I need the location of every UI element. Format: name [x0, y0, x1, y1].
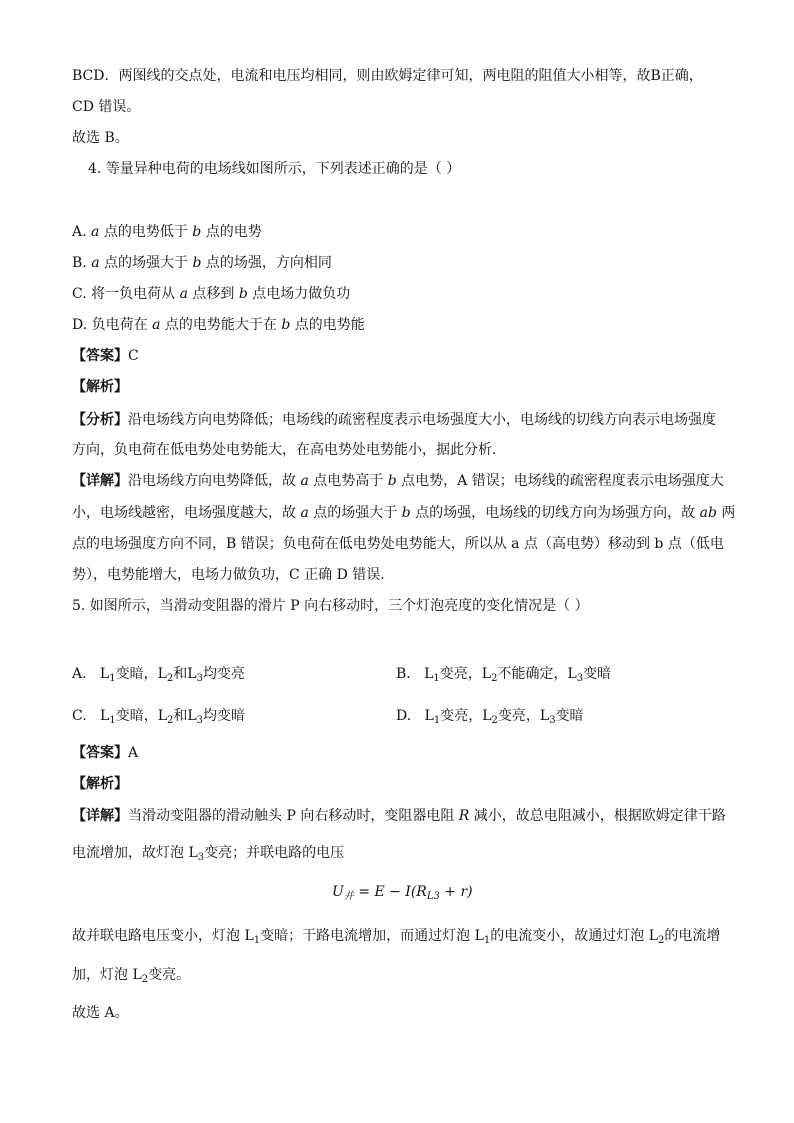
q3-text-line-1: BCD．两图线的交点处，电流和电压均相同，则由欧姆定律可知，两电阻的阻值大小相等，故B正确，	[72, 68, 703, 84]
q5-detail-line-3: 故并联电路电压变小，灯泡 $L_1$变暗；干路电流增加，而通过灯泡 $L_1$的电流变小，故通过灯泡 $L_2$的电流增	[72, 928, 721, 946]
q4-detail-line-4: 势），电势能增大，电场力做负功，C 正确 D 错误．	[72, 567, 395, 583]
q4-detail-line-1: 【详解】沿电场线方向电势降低，故 a 点电势高于 b 点电势，A 错误；电场线的疏密程度表示电场强度大	[72, 473, 724, 489]
q4-answer: 【答案】C	[72, 348, 139, 364]
q5-stem: 5. 如图所示，当滑动变阻器的滑片 P 向右移动时，三个灯泡亮度的变化情况是（ ）	[72, 598, 589, 614]
q4-fenxi-line-1: 【分析】沿电场线方向电势降低；电场线的疏密程度表示电场强度大小，电场线的切线方向表示电场强度	[72, 412, 716, 428]
q5-option-a: A. $L_1$变暗，$L_2$和$L_3$均变亮	[72, 666, 245, 684]
q5-detail-line-2: 电流增加，故灯泡 $L_3$变亮；并联电路的电压	[72, 845, 345, 863]
q5-answer: 【答案】A	[72, 745, 139, 761]
q4-detail-line-3: 点的电场强度方向不同，B 错误；负电荷在低电势处电势能大，所以从 a 点（高电势）移动到 b 点（低电	[72, 536, 724, 552]
q3-conclusion: 故选 B。	[72, 130, 129, 146]
q4-option-d: D. 负电荷在 a 点的电势能大于在 b 点的电势能	[72, 317, 365, 333]
q4-option-c: C. 将一负电荷从 a 点移到 b 点电场力做负功	[72, 286, 351, 302]
q4-stem: 4. 等量异种电荷的电场线如图所示，下列表述正确的是（ ）	[88, 161, 461, 177]
q4-fenxi-line-2: 方向，负电荷在低电势处电势能大，在高电势处电势能小，据此分析．	[72, 442, 506, 458]
q4-option-a: A. a 点的电势低于 b 点的电势	[72, 224, 262, 240]
q5-analysis-heading: 【解析】	[72, 776, 128, 792]
q5-option-b: B. $L_1$变亮，$L_2$不能确定，$L_3$变暗	[396, 666, 612, 684]
q4-option-b: B. a 点的场强大于 b 点的场强，方向相同	[72, 255, 332, 271]
q5-detail-line-4: 加，灯泡 $L_2$变亮。	[72, 967, 191, 985]
q4-analysis-heading: 【解析】	[72, 379, 128, 395]
q5-detail-line-1: 【详解】当滑动变阻器的滑动触头 P 向右移动时，变阻器电阻 R 减小，故总电阻减小，根据欧姆定律干路	[72, 808, 726, 824]
q4-detail-line-2: 小，电场线越密，电场强度越大，故 a 点的场强大于 b 点的场强，电场线的切线方向为场强方向，故 ab 两	[72, 505, 736, 521]
q5-formula: $U_并 = E - I(R_{L3} + r)$	[332, 884, 473, 902]
q5-option-d: D. $L_1$变亮，$L_2$变亮，$L_3$变暗	[396, 708, 584, 726]
q5-option-c: C. $L_1$变暗，$L_2$和$L_3$均变暗	[72, 708, 246, 726]
q3-text-line-2: CD 错误。	[72, 99, 141, 115]
q5-conclusion: 故选 A。	[72, 1005, 129, 1021]
